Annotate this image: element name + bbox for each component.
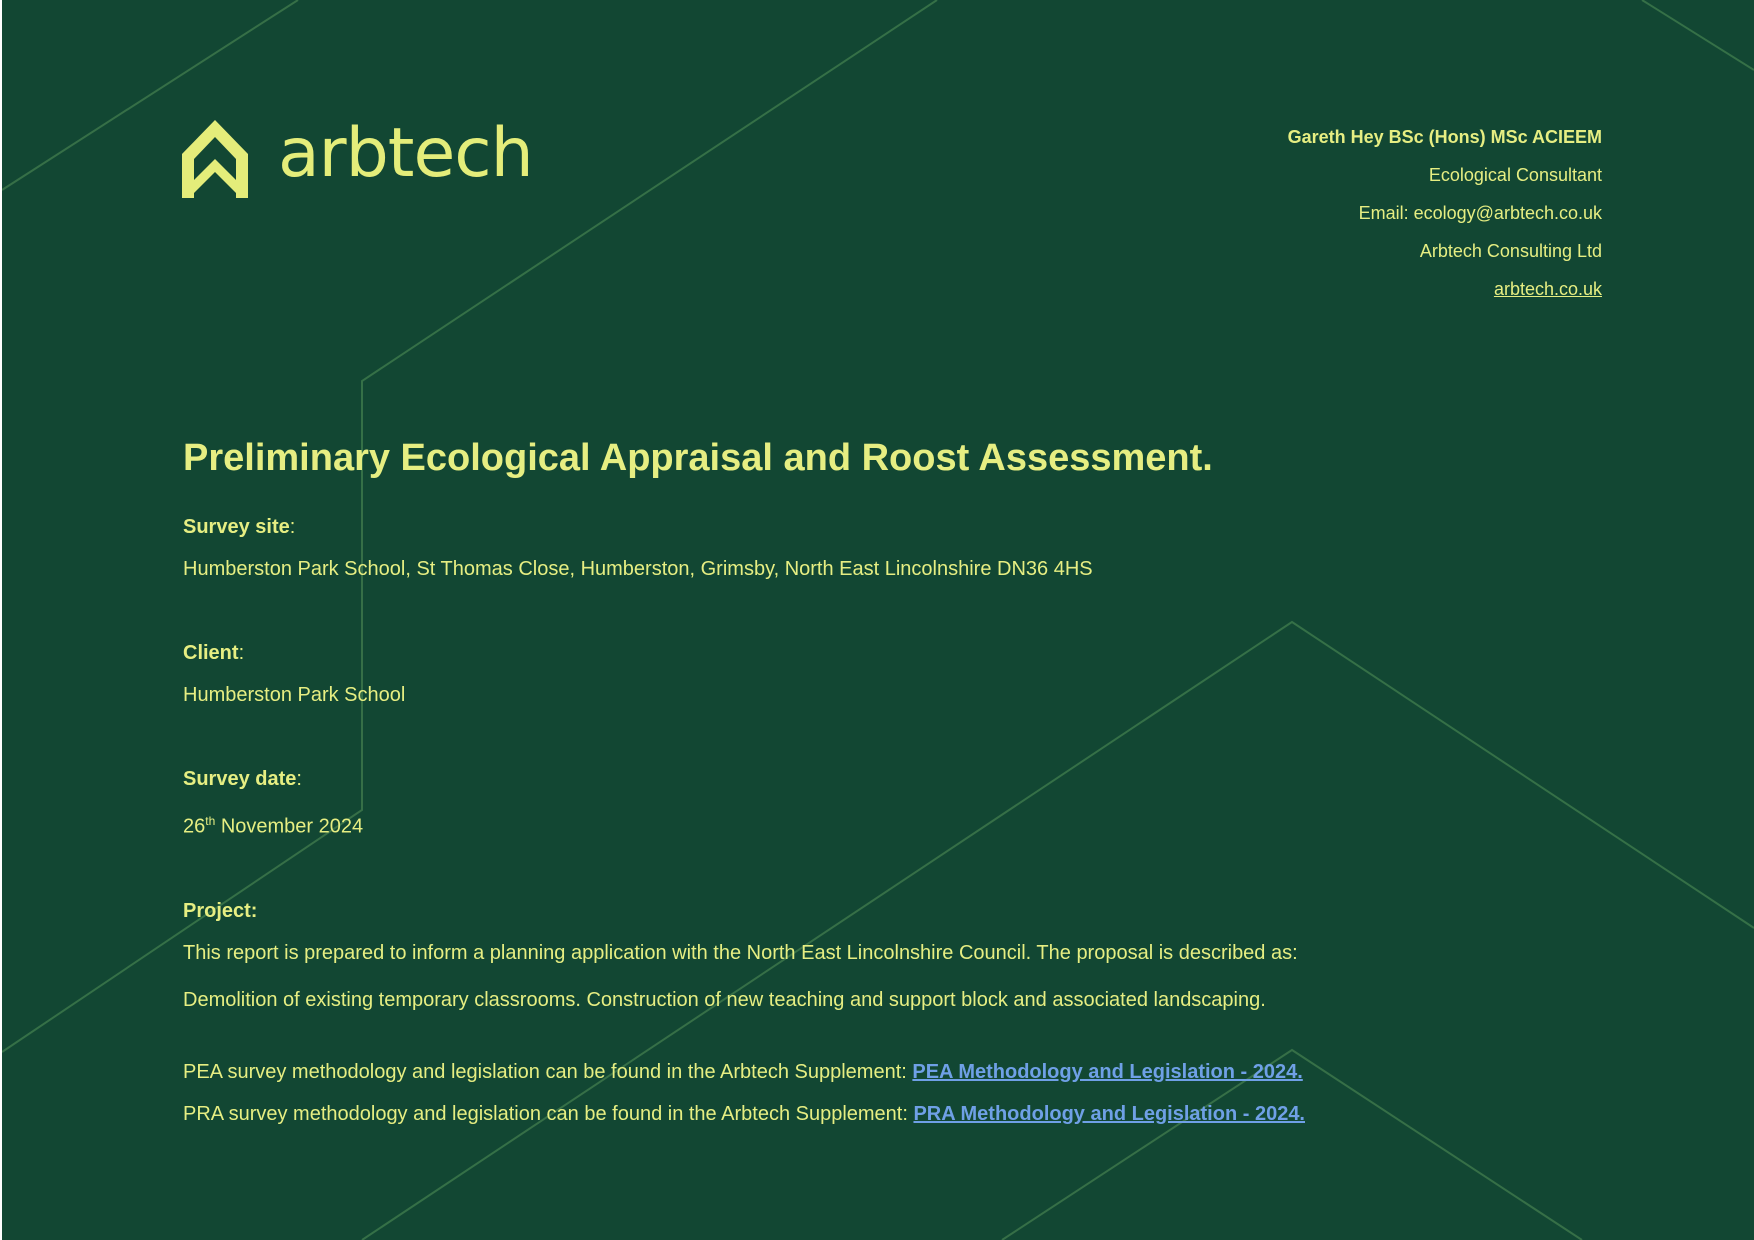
report-details [183, 432, 1583, 1129]
arbtech-chevron-logo-icon [180, 116, 250, 198]
survey-site-value: Humberston Park School, St Thomas Close, Humberston, Grimsby, North East Lincolnshire DN36 4HS [183, 558, 1093, 580]
cover-page [2, 0, 1754, 1240]
project-text: This report is prepared to inform a planning application with the North East Lincolnshire Council. The proposal is described as: [183, 941, 1298, 964]
survey-date-label: Survey date: [183, 768, 302, 790]
client-value: Humberston Park School [183, 684, 406, 706]
consultant-email: Email: ecology@arbtech.co.uk [1358, 203, 1602, 223]
pea-line: PEA survey methodology and legislation can be found in the Arbtech Supplement: PEA Methodology and Legislation - 2024. [183, 1060, 1303, 1083]
survey-site-label: Survey site: [183, 516, 296, 538]
pra-line: PRA survey methodology and legislation can be found in the Arbtech Supplement: PRA Methodology and Legislation - 2024. [183, 1102, 1305, 1125]
project-label: Project: [183, 899, 258, 922]
consultant-name: Gareth Hey BSc (Hons) MSc ACIEEM [1287, 127, 1602, 147]
arbtech-logo [180, 113, 533, 198]
consultant-role: Ecological Consultant [1428, 165, 1602, 185]
website-link[interactable]: arbtech.co.uk [1493, 279, 1602, 299]
contact-block [1288, 118, 1602, 308]
company-name: Arbtech Consulting Ltd [1419, 241, 1602, 261]
survey-date-value: 26th November 2024 [183, 814, 364, 838]
logo-wordmark: arbtech [278, 113, 533, 193]
project-description: Demolition of existing temporary classrooms. Construction of new teaching and support block and associated landscaping. [183, 988, 1266, 1011]
report-title: Preliminary Ecological Appraisal and Roost Assessment. [183, 437, 1213, 479]
client-label: Client: [183, 642, 245, 664]
pea-methodology-link[interactable]: PEA Methodology and Legislation - 2024. [912, 1060, 1303, 1083]
pra-methodology-link[interactable]: PRA Methodology and Legislation - 2024. [913, 1102, 1305, 1125]
